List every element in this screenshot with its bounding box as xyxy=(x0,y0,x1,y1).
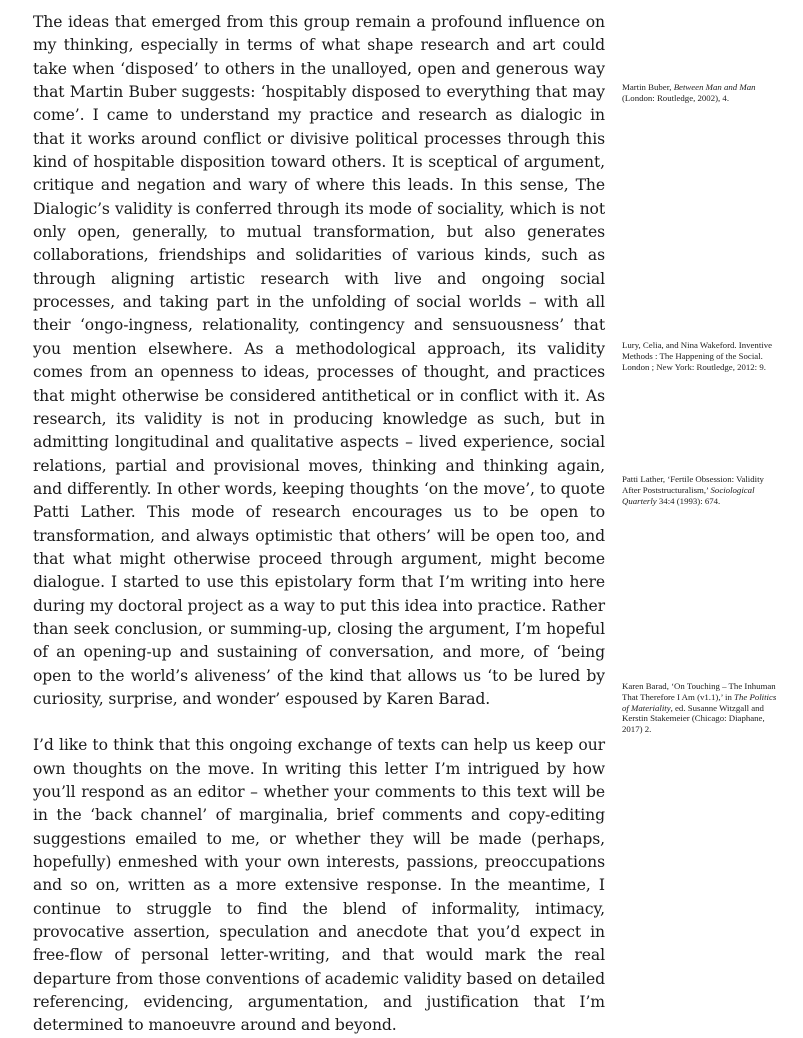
footnote-text: Karen Barad, ‘On Touching – The Inhuman That Therefore I Am (v1.1),’ in xyxy=(622,681,776,702)
paragraph-1: The ideas that emerged from this group remain a profound influence on my thinking, especially in terms of what shape research and art could take when ‘disposed’ to others in the unalloyed, open and generous way that Martin Buber suggests: ‘hospitably disposed to everything that may come’. I came to understand my practice and research as dialogic in that it works around conflict or divisive political processes through this kind of hospitable disposition toward others. It is sceptical of argument, critique and negation and wary of where this leads. In this sense, The Dialogic’s validity is conferred through its mode of sociality, which is not only open, generally, to mutual transformation, but also generates collaborations, friendships and solidarities of various kinds, such as through aligning artistic research with live and ongoing social processes, and taking part in the unfolding of social worlds – with all their ‘ongo-ingness, relationality, contingency and sensuousness’ that you mention elsewhere. As a methodological approach, its validity comes from an openness to ideas, processes of thought, and practices that might otherwise be considered antithetical or in conflict with it. As research, its validity is not in producing knowledge as such, but in admitting longitudinal and qualitative aspects – lived experience, social relations, partial and provisional moves, thinking and thinking again, and differently. In other words, keeping thoughts ‘on the move’, to quote Patti Lather. This mode of research encourages us to be open to transformation, and always optimistic that others’ will be open too, and that what might otherwise proceed through argument, might become dialogue. I started to use this epistolary form that I’m writing into here during my doctoral project as a way to put this idea into practice. Rather than seek conclusion, or summing-up, closing the argument, I’m hopeful of an opening-up and sustaining of conversation, and more, of ‘being open to the world’s aliveness’ of the kind that allows us ‘to be lured by curiosity, surprise, and wonder’ espoused by Karen Barad. xyxy=(33,13,606,708)
footnote-text: Martin Buber, xyxy=(622,82,674,92)
footnote-lather xyxy=(622,474,780,506)
footnote-text: Patti Lather, ‘Fertile Obsession: Validity After Poststructuralism,’ xyxy=(622,474,764,495)
footnote-text: Lury, Celia, and Nina Wakeford. Inventive Methods : The Happening of the Social. London ; New York: Routledge, 2012: 9. xyxy=(622,340,773,372)
footnote-text: , ed. Susanne Witzgall and Kerstin Stakemeier (Chicago: Diaphane, 2017) 2. xyxy=(622,702,765,735)
footnote-lury xyxy=(622,340,780,372)
footnote-title: The Politics of Materiality xyxy=(622,691,777,713)
footnote-barad xyxy=(622,681,780,735)
footnote-title: Between Man and Man xyxy=(673,82,756,92)
body-text xyxy=(33,11,605,1038)
footnote-title: Sociological Quarterly xyxy=(622,484,755,506)
footnote-buber xyxy=(622,82,780,104)
footnote-text: (London: Routledge, 2002), 4. xyxy=(622,92,730,103)
paragraph-2: I’d like to think that this ongoing exchange of texts can help us keep our own thoughts on the move. In writing this letter I’m intrigued by how you’ll respond as an editor – whether your comments to this text will be in the ‘back channel’ of marginalia, brief comments and copy-editing suggestions emailed to me, or whether they will be made (perhaps, hopefully) enmeshed with your own interests, passions, preoccupations and so on, written as a more extensive response. In the meantime, I continue to struggle to find the blend of informality, intimacy, provocative assertion, speculation and anecdote that you’d expect in free-flow of personal letter-writing, and that would mark the real departure from those conventions of academic validity based on detailed referencing, evidencing, argumentation, and justification that I’m determined to manoeuvre around and beyond. xyxy=(33,736,605,1035)
footnote-text: 34:4 (1993): 674. xyxy=(656,495,721,506)
